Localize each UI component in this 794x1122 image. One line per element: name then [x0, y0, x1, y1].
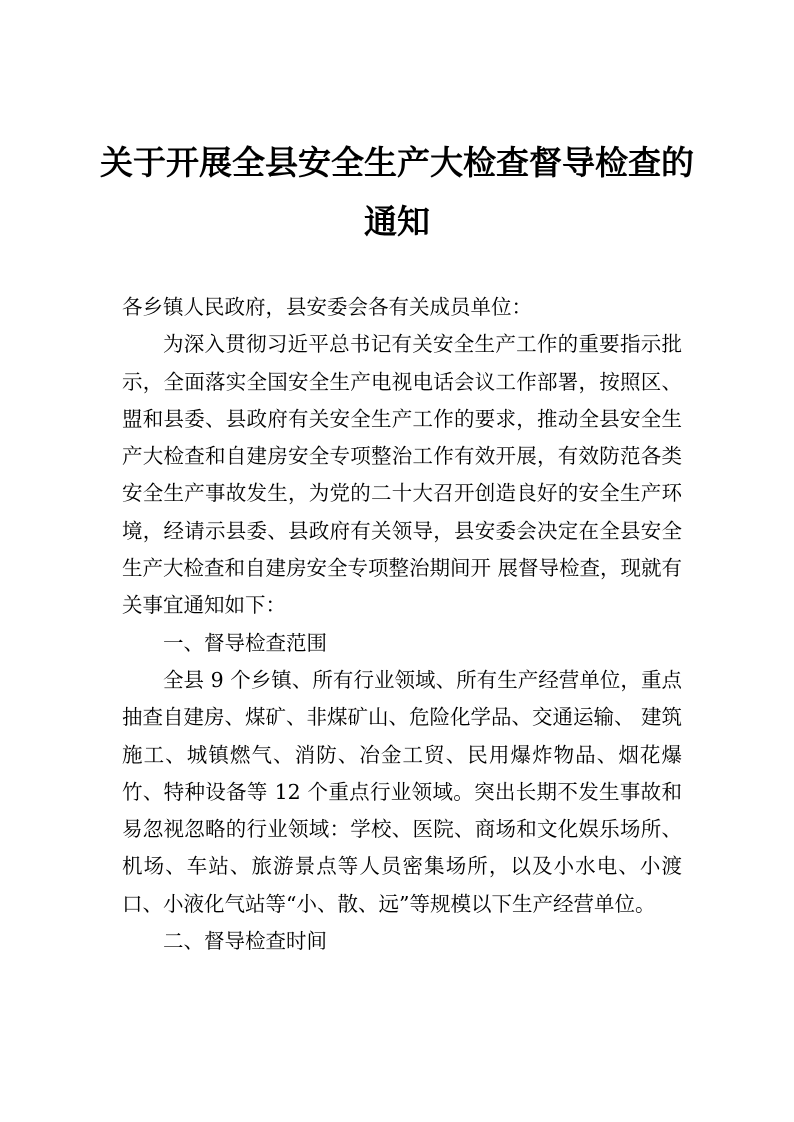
document-title-line-1: 关于开展全县安全生产大检查督导检查的	[100, 143, 694, 182]
salutation: 各乡镇人民政府，县安委会各有关成员单位：	[122, 295, 532, 319]
document-title-line-2: 通知	[364, 202, 430, 241]
section-heading-scope: 一、督导检查范围	[163, 630, 327, 655]
paragraph-scope: 全县 9 个乡镇、所有行业领域、所有生产经营单位，重点抽查自建房、煤矿、非煤矿山、危险化学品、交通运输、 建筑施工、城镇燃气、消防、冶金工贸、民用爆炸物品、烟花爆竹、特种设备等 12 个重点行业领域。突出长期不发生事故和易忽视忽略的行业领域：学校、医院、商场和文化娱乐场所、机场、车站、旅游景点等人员密集场所，以及小水电、小渡口、小液化气站等“小、散、远”等规模以下生产经营单位。	[122, 667, 683, 916]
paragraph-intro: 为深入贯彻习近平总书记有关安全生产工作的重要指示批示，全面落实全国安全生产电视电话会议工作部署，按照区、盟和县委、县政府有关安全生产工作的要求，推动全县安全生产大检查和自建房安全专项整治工作有效开展，有效防范各类安全生产事故发生，为党的二十大召开创造良好的安全生产环境，经请示县委、县政府有关领导，县安委会决定在全县安全生产大检查和自建房安全专项整治期间开 展督导检查，现就有关事宜通知如下：	[122, 332, 683, 618]
document-body	[122, 289, 682, 960]
section-heading-time: 二、督导检查时间	[163, 929, 327, 954]
